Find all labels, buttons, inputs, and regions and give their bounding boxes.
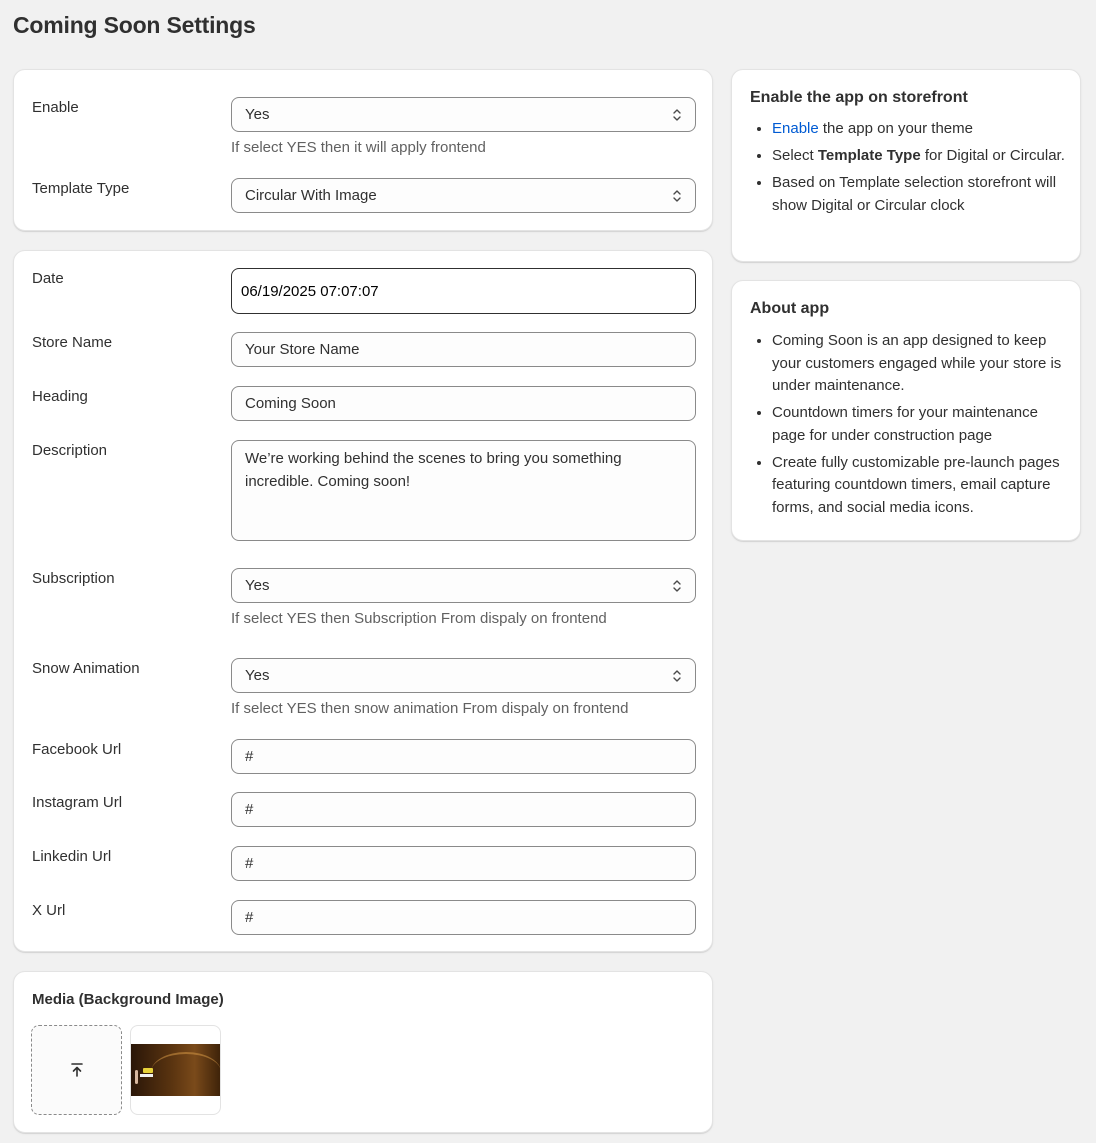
about-app-title: About app xyxy=(750,300,830,317)
enable-info-list xyxy=(750,118,1066,222)
store-name-label: Store Name xyxy=(32,334,113,351)
x-url-label: X Url xyxy=(32,902,66,919)
heading-input[interactable] xyxy=(231,386,696,421)
about-app-list xyxy=(750,330,1066,524)
list-item: • Coming Soon is an app designed to keep your customers engaged while your store is under maintenance. xyxy=(772,330,1066,398)
enable-info-title: Enable the app on storefront xyxy=(750,89,968,106)
x-url-input[interactable] xyxy=(231,900,696,935)
linkedin-url-label: Linkedin Url xyxy=(32,848,112,865)
content-settings-card xyxy=(13,250,713,952)
general-settings-card xyxy=(13,69,713,231)
date-input[interactable] xyxy=(231,268,696,314)
subscription-label: Subscription xyxy=(32,570,115,587)
select-caret-icon xyxy=(671,188,683,204)
enable-info-card xyxy=(731,69,1081,262)
store-name-input-value: Your Store Name xyxy=(245,341,360,358)
enable-select-value: Yes xyxy=(245,106,270,123)
upload-icon xyxy=(68,1061,86,1079)
facebook-url-label: Facebook Url xyxy=(32,741,122,758)
linkedin-url-input[interactable] xyxy=(231,846,696,881)
template-type-label: Template Type xyxy=(32,180,130,197)
background-image-thumbnail[interactable] xyxy=(130,1025,221,1115)
template-item-bold: Template Type xyxy=(817,147,921,164)
date-input-value: 06/19/2025 07:07:07 xyxy=(241,282,379,300)
heading-label: Heading xyxy=(32,388,88,405)
snow-animation-label: Snow Animation xyxy=(32,660,140,677)
page-title: Coming Soon Settings xyxy=(13,12,256,38)
template-type-select-value: Circular With Image xyxy=(245,187,377,204)
media-title: Media (Background Image) xyxy=(32,991,224,1008)
instagram-url-input-value: # xyxy=(245,801,254,818)
list-item xyxy=(772,145,1066,168)
snow-animation-select-value: Yes xyxy=(245,667,270,684)
description-label: Description xyxy=(32,442,108,459)
linkedin-url-input-value: # xyxy=(245,855,254,872)
thumbnail-caption xyxy=(140,1074,153,1077)
select-caret-icon xyxy=(671,668,683,684)
thumbnail-badge xyxy=(143,1068,153,1073)
heading-input-value: Coming Soon xyxy=(245,395,336,412)
subscription-select[interactable] xyxy=(231,568,696,603)
subscription-help-text: If select YES then Subscription From dispaly on frontend xyxy=(231,610,607,627)
enable-link[interactable]: Enable xyxy=(772,120,819,137)
snow-animation-select[interactable] xyxy=(231,658,696,693)
enable-help-text: If select YES then it will apply frontend xyxy=(231,139,486,156)
description-textarea-value: We’re working behind the scenes to bring you something incredible. Coming soon! xyxy=(245,450,622,490)
instagram-url-input[interactable] xyxy=(231,792,696,827)
select-caret-icon xyxy=(671,578,683,594)
x-url-input-value: # xyxy=(245,909,254,926)
facebook-url-input[interactable] xyxy=(231,739,696,774)
select-caret-icon xyxy=(671,107,683,123)
snow-animation-help-text: If select YES then snow animation From dispaly on frontend xyxy=(231,700,629,717)
instagram-url-label: Instagram Url xyxy=(32,794,123,811)
media-upload-dropzone[interactable] xyxy=(31,1025,122,1115)
enable-item-text: the app on your theme xyxy=(818,120,973,137)
list-item: • Countdown timers for your maintenance page for under construction page xyxy=(772,402,1066,447)
template-type-select[interactable] xyxy=(231,178,696,213)
subscription-select-value: Yes xyxy=(245,577,270,594)
list-item xyxy=(772,118,1066,141)
list-item: • Create fully customizable pre-launch pages featuring countdown timers, email capture forms, and social media icons. xyxy=(772,452,1066,520)
store-name-input[interactable] xyxy=(231,332,696,367)
about-app-card xyxy=(731,280,1081,541)
facebook-url-input-value: # xyxy=(245,748,254,765)
enable-select[interactable] xyxy=(231,97,696,132)
template-item-prefix: Select xyxy=(772,147,818,164)
thumbnail-person xyxy=(135,1070,138,1084)
thumbnail-wave xyxy=(151,1052,221,1092)
list-item: • Based on Template selection storefront will show Digital or Circular clock xyxy=(772,172,1066,217)
date-label: Date xyxy=(32,270,64,287)
media-card xyxy=(13,971,713,1133)
enable-label: Enable xyxy=(32,99,79,116)
description-textarea[interactable] xyxy=(231,440,696,541)
template-item-text: for Digital or Circular. xyxy=(920,147,1065,164)
thumbnail-image xyxy=(131,1044,221,1096)
